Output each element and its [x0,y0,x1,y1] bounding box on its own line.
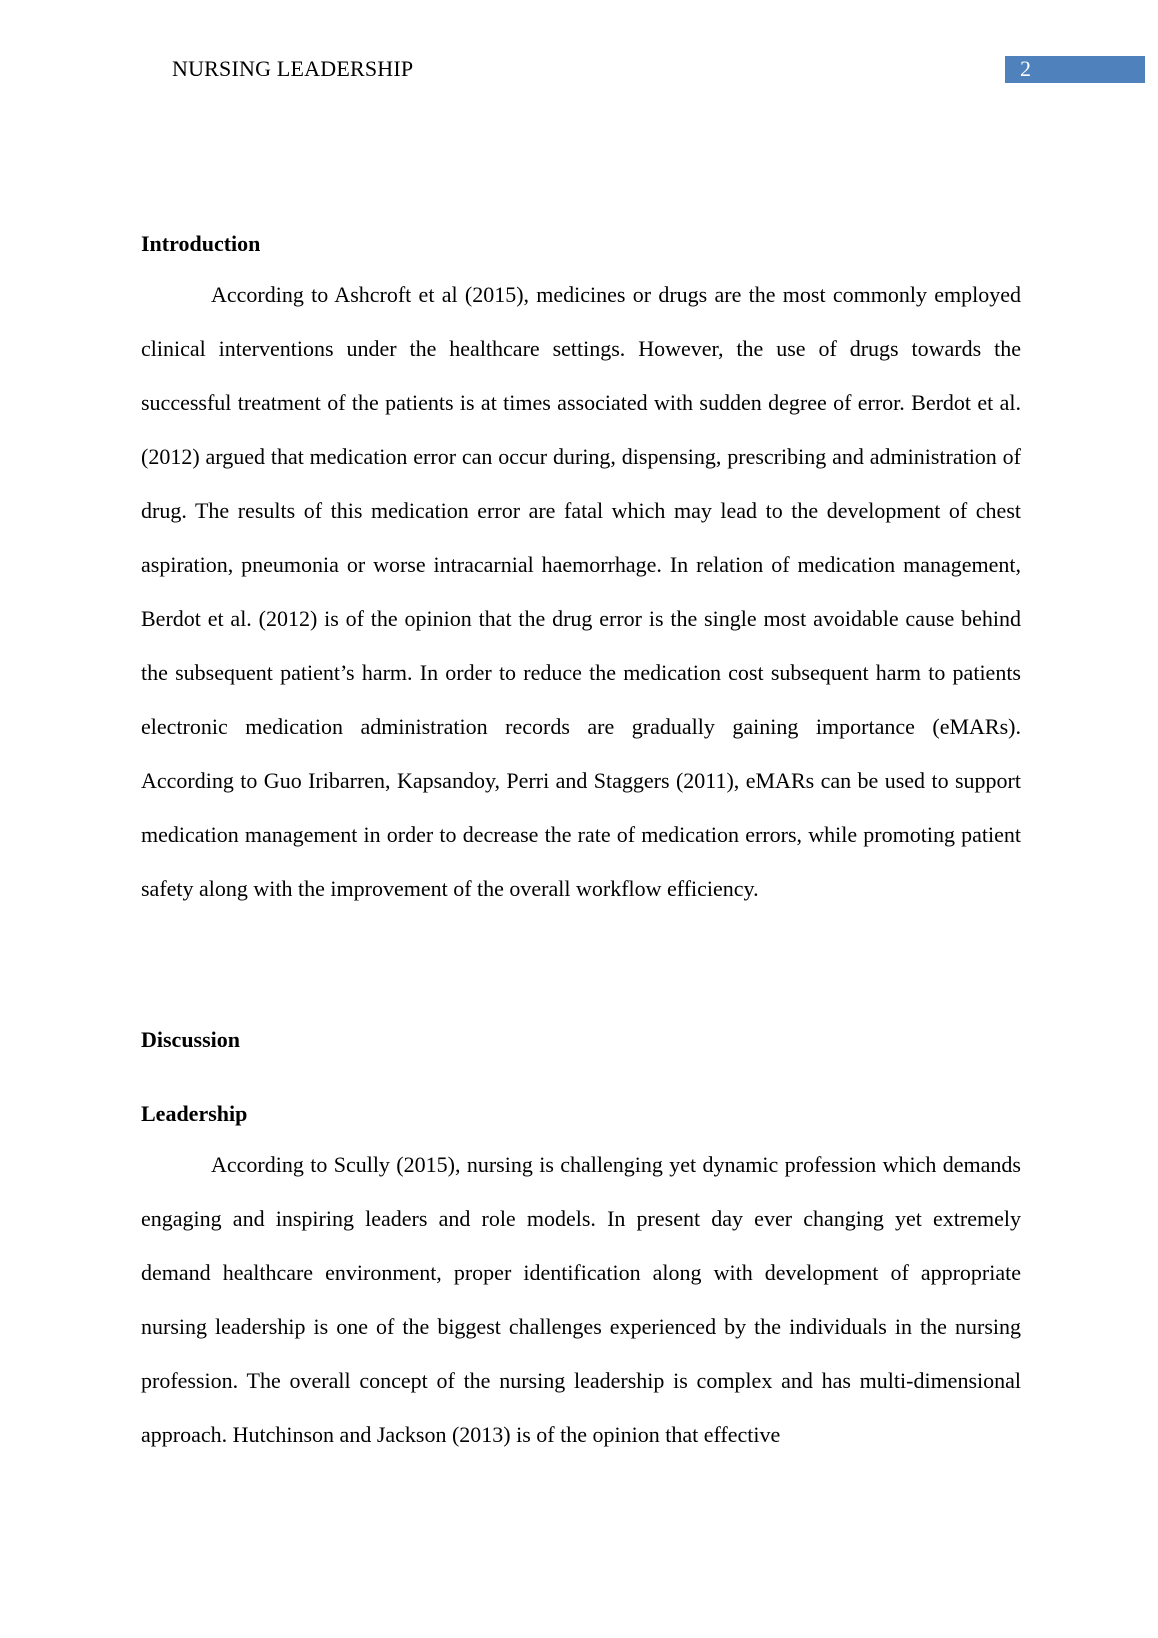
introduction-heading: Introduction [141,231,261,256]
page-number: 2 [1020,56,1031,81]
introduction-paragraph: According to Ashcroft et al (2015), medicines or drugs are the most commonly employed clinical interventions under the healthcare settings. However, the use of drugs towards the successful treatment of the patients is at times associated with sudden degree of error. Berdot et al. (2012) argued that medication error can occur during, dispensing, prescribing and administration of drug. The results of this medication error are fatal which may lead to the development of chest aspiration, pneumonia or worse intracarnial haemorrhage. In relation of medication management, Berdot et al. (2012) is of the opinion that the drug error is the single most avoidable cause behind the subsequent patient’s harm. In order to reduce the medication cost subsequent harm to patients electronic medication administration records are gradually gaining importance (eMARs). According to Guo Iribarren, Kapsandoy, Perri and Staggers (2011), eMARs can be used to support medication management in order to decrease the rate of medication errors, while promoting patient safety along with the improvement of the overall workflow efficiency. [141,282,1021,901]
leadership-heading: Leadership [141,1101,248,1126]
running-head: NURSING LEADERSHIP [172,56,414,81]
discussion-heading: Discussion [141,1027,241,1052]
leadership-paragraph: According to Scully (2015), nursing is challenging yet dynamic profession which demands engaging and inspiring leaders and role models. In present day ever changing yet extremely demand healthcare environment, proper identification along with development of appropriate nursing leadership is one of the biggest challenges experienced by the individuals in the nursing profession. The overall concept of the nursing leadership is complex and has multi-dimensional approach. Hutchinson and Jackson (2013) is of the opinion that effective [141,1152,1021,1447]
